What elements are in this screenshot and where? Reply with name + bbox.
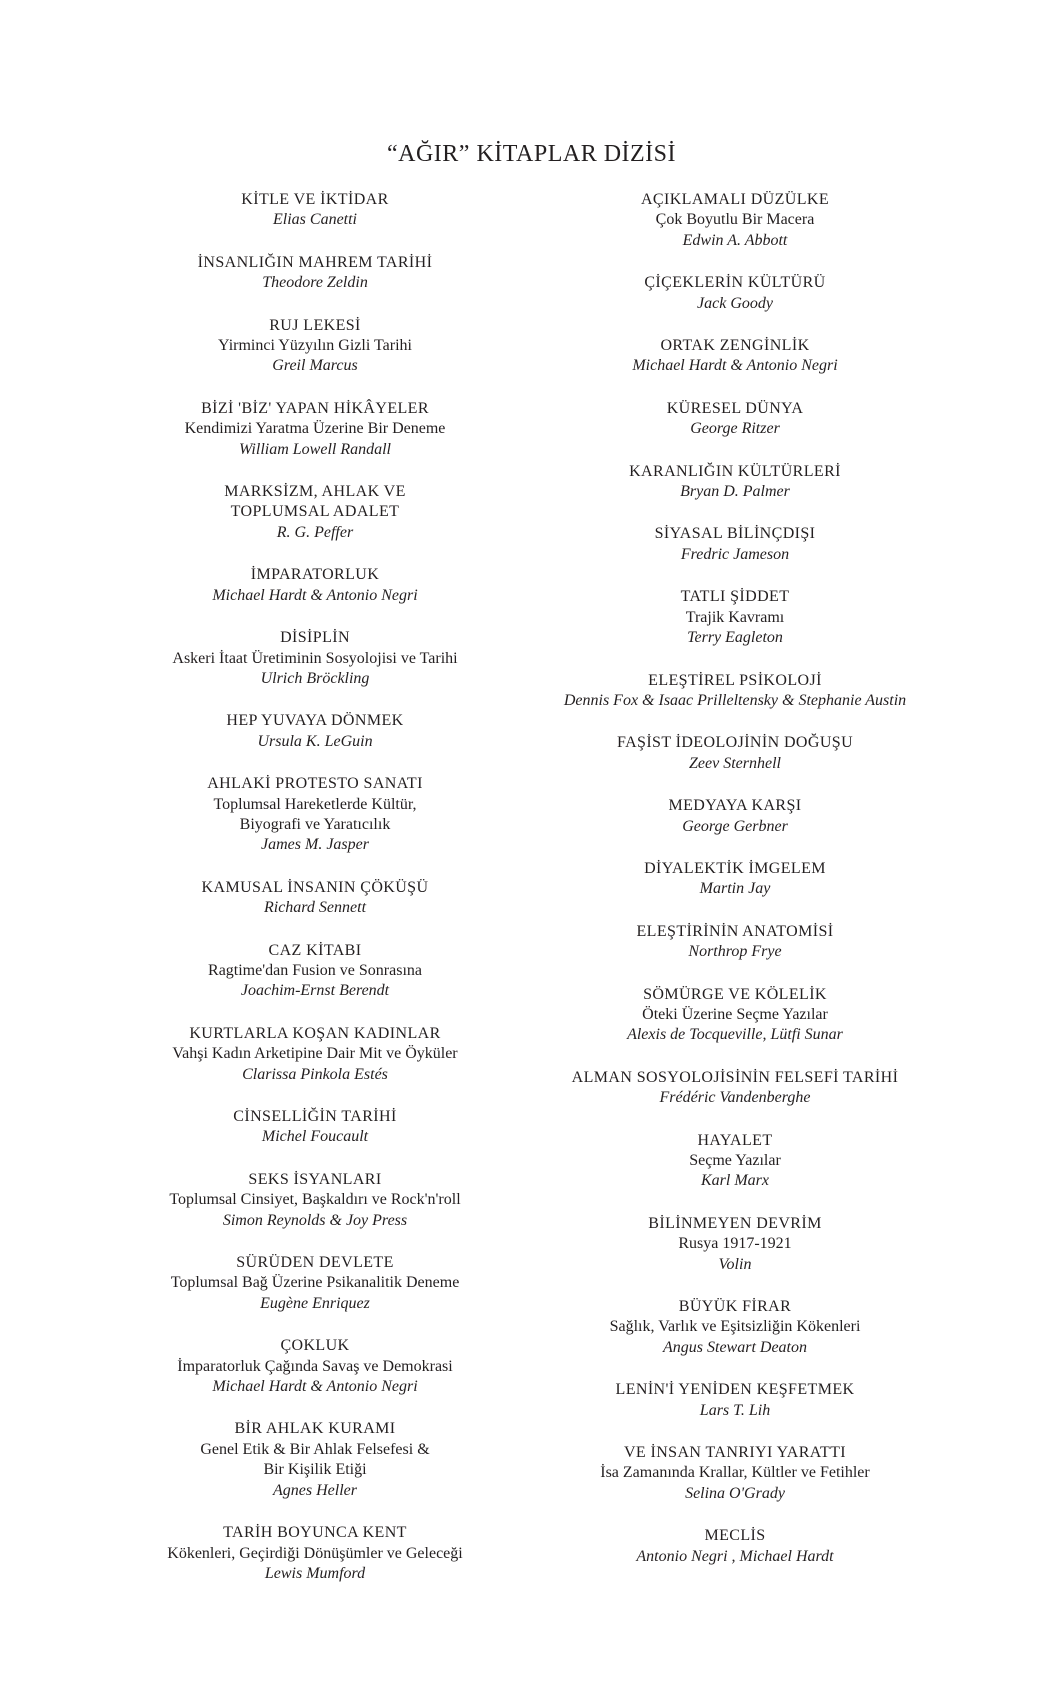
book-title: İNSANLIĞIN MAHREM TARİHİ bbox=[197, 253, 433, 271]
book-author: William Lowell Randall bbox=[238, 440, 391, 458]
book-subtitle: Yirminci Yüzyılın Gizli Tarihi bbox=[218, 337, 412, 355]
book-entry bbox=[95, 878, 535, 919]
book-title: SÖMÜRGE VE KÖLELİK bbox=[643, 985, 827, 1003]
book-subtitle: Biyografi ve Yaratıcılık bbox=[239, 815, 391, 833]
book-author: Michael Hardt & Antonio Negri bbox=[212, 586, 418, 604]
book-author: Joachim-Ernst Berendt bbox=[240, 982, 390, 1000]
book-title: AÇIKLAMALI DÜZÜLKE bbox=[640, 191, 830, 208]
book-subtitle: Askeri İtaat Üretiminin Sosyolojisi ve Tarihi bbox=[172, 649, 458, 667]
book-entry bbox=[95, 1107, 535, 1148]
book-title: BÜYÜK FİRAR bbox=[678, 1298, 792, 1316]
book-title: SÜRÜDEN DEVLETE bbox=[236, 1254, 394, 1272]
book-subtitle: Toplumsal Bağ Üzerine Psikanalitik Deneme bbox=[170, 1274, 460, 1292]
book-subtitle: Toplumsal Hareketlerde Kültür, bbox=[213, 795, 417, 813]
book-entry bbox=[95, 1253, 535, 1314]
book-title: ÇOKLUK bbox=[280, 1337, 350, 1355]
book-subtitle: Genel Etik & Bir Ahlak Felsefesi & bbox=[200, 1440, 430, 1458]
book-author: Bryan D. Palmer bbox=[680, 483, 790, 501]
book-title: DİSİPLİN bbox=[280, 629, 350, 647]
book-title: KURTLARLA KOŞAN KADINLAR bbox=[189, 1024, 441, 1042]
book-entry bbox=[505, 922, 965, 963]
book-entry bbox=[95, 1336, 535, 1397]
book-subtitle: Kökenleri, Geçirdiği Dönüşümler ve Geleceği bbox=[167, 1544, 463, 1562]
book-title: AHLAKİ PROTESTO SANATI bbox=[207, 775, 423, 793]
book-author: Ursula K. LeGuin bbox=[257, 732, 373, 750]
book-author: Martin Jay bbox=[699, 880, 771, 898]
book-entry bbox=[505, 1380, 965, 1421]
book-title: KARANLIĞIN KÜLTÜRLERİ bbox=[629, 462, 841, 480]
book-subtitle: Toplumsal Cinsiyet, Başkaldırı ve Rock'n'roll bbox=[169, 1191, 461, 1209]
book-author: James M. Jasper bbox=[261, 836, 369, 854]
book-author: Michael Hardt & Antonio Negri bbox=[212, 1378, 418, 1396]
right-book-column bbox=[505, 190, 965, 1589]
book-subtitle: Çok Boyutlu Bir Macera bbox=[655, 211, 815, 229]
book-entry bbox=[95, 399, 535, 460]
book-subtitle: İsa Zamanında Krallar, Kültler ve Fetihler bbox=[600, 1464, 870, 1482]
book-entry bbox=[505, 1526, 965, 1567]
book-author: Agnes Heller bbox=[273, 1481, 357, 1499]
book-subtitle: Rusya 1917-1921 bbox=[678, 1235, 792, 1253]
book-entry bbox=[95, 711, 535, 752]
book-author: Fredric Jameson bbox=[680, 545, 790, 563]
book-entry bbox=[505, 462, 965, 503]
book-entry bbox=[505, 1068, 965, 1109]
book-author: Frédéric Vandenberghe bbox=[659, 1089, 811, 1107]
book-title: ALMAN SOSYOLOJİSİNİN FELSEFİ TARİHİ bbox=[571, 1068, 899, 1086]
book-title: TARİH BOYUNCA KENT bbox=[223, 1524, 407, 1542]
book-entry bbox=[505, 671, 965, 712]
book-author: Simon Reynolds & Joy Press bbox=[222, 1211, 408, 1229]
book-subtitle: Seçme Yazılar bbox=[689, 1152, 781, 1169]
book-entry bbox=[95, 253, 535, 294]
book-title: ORTAK ZENGİNLİK bbox=[660, 337, 810, 355]
book-author: Jack Goody bbox=[697, 294, 773, 312]
book-title: BİR AHLAK KURAMI bbox=[234, 1420, 396, 1438]
book-author: George Gerbner bbox=[682, 817, 788, 835]
book-title: BİLİNMEYEN DEVRİM bbox=[648, 1214, 822, 1232]
book-entry bbox=[95, 1419, 535, 1501]
book-title: MEDYAYA KARŞI bbox=[668, 797, 802, 815]
book-author: Eugène Enriquez bbox=[260, 1294, 370, 1312]
book-entry bbox=[505, 399, 965, 440]
book-subtitle: Sağlık, Varlık ve Eşitsizliğin Kökenleri bbox=[609, 1318, 861, 1336]
book-title: TOPLUMSAL ADALET bbox=[230, 503, 400, 521]
book-subtitle: Vahşi Kadın Arketipine Dair Mit ve Öyküler bbox=[172, 1045, 458, 1063]
book-title: KAMUSAL İNSANIN ÇÖKÜŞÜ bbox=[201, 878, 429, 896]
book-author: Alexis de Tocqueville, Lütfi Sunar bbox=[627, 1026, 843, 1044]
book-entry bbox=[95, 1523, 535, 1584]
book-title: SEKS İSYANLARI bbox=[248, 1170, 382, 1188]
book-author: Elias Canetti bbox=[273, 211, 357, 229]
book-author: Volin bbox=[718, 1255, 752, 1273]
book-title: ÇİÇEKLERİN KÜLTÜRÜ bbox=[644, 274, 826, 292]
book-author: Dennis Fox & Isaac Prilleltensky & Stephanie Austin bbox=[563, 691, 907, 709]
book-author: Lars T. Lih bbox=[699, 1401, 771, 1419]
book-entry bbox=[505, 985, 965, 1046]
book-author: R. G. Peffer bbox=[276, 523, 354, 541]
book-entry bbox=[505, 1131, 965, 1192]
book-entry bbox=[505, 859, 965, 900]
book-author: Clarissa Pinkola Estés bbox=[242, 1065, 388, 1083]
book-title: ELEŞTİREL PSİKOLOJİ bbox=[648, 671, 822, 689]
book-title: TATLI ŞİDDET bbox=[680, 588, 790, 606]
page-title: “AĞIR” KİTAPLAR DİZİSİ bbox=[386, 141, 677, 167]
book-entry bbox=[95, 1170, 535, 1231]
book-entry bbox=[505, 733, 965, 774]
book-entry bbox=[505, 1214, 965, 1275]
book-entry bbox=[95, 190, 535, 231]
book-entry bbox=[505, 273, 965, 314]
book-subtitle: Trajik Kavramı bbox=[685, 608, 785, 626]
book-entry bbox=[95, 774, 535, 856]
book-author: Richard Sennett bbox=[263, 899, 367, 917]
book-title: VE İNSAN TANRIYI YARATTI bbox=[623, 1444, 847, 1462]
book-title: LENİN'İ YENİDEN KEŞFETMEK bbox=[615, 1381, 855, 1399]
book-subtitle: Bir Kişilik Etiği bbox=[263, 1461, 367, 1479]
book-title: CAZ KİTABI bbox=[268, 941, 362, 959]
book-title: MARKSİZM, AHLAK VE bbox=[224, 483, 406, 501]
book-author: Lewis Mumford bbox=[264, 1564, 366, 1582]
book-subtitle: Ragtime'dan Fusion ve Sonrasına bbox=[208, 961, 422, 979]
book-entry bbox=[505, 796, 965, 837]
book-entry bbox=[95, 565, 535, 606]
book-title: BİZİ 'BİZ' YAPAN HİKÂYELER bbox=[201, 399, 429, 417]
book-title: HEP YUVAYA DÖNMEK bbox=[226, 712, 404, 730]
book-author: Selina O'Grady bbox=[685, 1484, 785, 1502]
book-author: Zeev Sternhell bbox=[689, 754, 781, 772]
book-entry bbox=[95, 316, 535, 377]
book-entry bbox=[505, 1297, 965, 1358]
book-entry bbox=[95, 628, 535, 689]
book-entry bbox=[505, 1443, 965, 1504]
book-entry bbox=[95, 1024, 535, 1085]
book-title: MECLİS bbox=[704, 1527, 766, 1545]
book-author: George Ritzer bbox=[690, 420, 780, 438]
book-title: KÜRESEL DÜNYA bbox=[666, 399, 804, 417]
book-author: Terry Eagleton bbox=[687, 629, 783, 647]
book-title: KİTLE VE İKTİDAR bbox=[241, 191, 389, 208]
book-subtitle: İmparatorluk Çağında Savaş ve Demokrasi bbox=[177, 1357, 453, 1375]
book-author: Antonio Negri , Michael Hardt bbox=[636, 1547, 834, 1565]
book-author: Michael Hardt & Antonio Negri bbox=[632, 357, 838, 375]
book-entry bbox=[505, 587, 965, 648]
book-subtitle: Kendimizi Yaratma Üzerine Bir Deneme bbox=[184, 420, 446, 438]
book-entry bbox=[505, 336, 965, 377]
book-entry bbox=[95, 482, 535, 543]
book-author: Angus Stewart Deaton bbox=[663, 1338, 807, 1356]
book-entry bbox=[95, 941, 535, 1002]
book-author: Michel Foucault bbox=[261, 1128, 369, 1146]
book-title: FAŞİST İDEOLOJİNİN DOĞUŞU bbox=[616, 734, 854, 752]
book-title: CİNSELLİĞİN TARİHİ bbox=[233, 1108, 397, 1125]
book-title: ELEŞTİRİNİN ANATOMİSİ bbox=[636, 922, 834, 940]
book-entry bbox=[505, 524, 965, 565]
left-book-column bbox=[95, 190, 535, 1606]
book-title: İMPARATORLUK bbox=[250, 566, 380, 584]
book-title: SİYASAL BİLİNÇDIŞI bbox=[654, 525, 816, 543]
book-title: DİYALEKTİK İMGELEM bbox=[644, 859, 826, 877]
book-title: RUJ LEKESİ bbox=[269, 316, 361, 334]
book-entry bbox=[505, 190, 965, 251]
book-author: Greil Marcus bbox=[272, 357, 358, 375]
book-author: Ulrich Bröckling bbox=[260, 669, 370, 687]
book-author: Northrop Frye bbox=[688, 943, 782, 961]
book-author: Edwin A. Abbott bbox=[682, 231, 788, 249]
book-title: HAYALET bbox=[697, 1131, 773, 1149]
book-author: Karl Marx bbox=[701, 1172, 769, 1190]
book-author: Theodore Zeldin bbox=[262, 274, 368, 292]
book-subtitle: Öteki Üzerine Seçme Yazılar bbox=[642, 1005, 828, 1023]
